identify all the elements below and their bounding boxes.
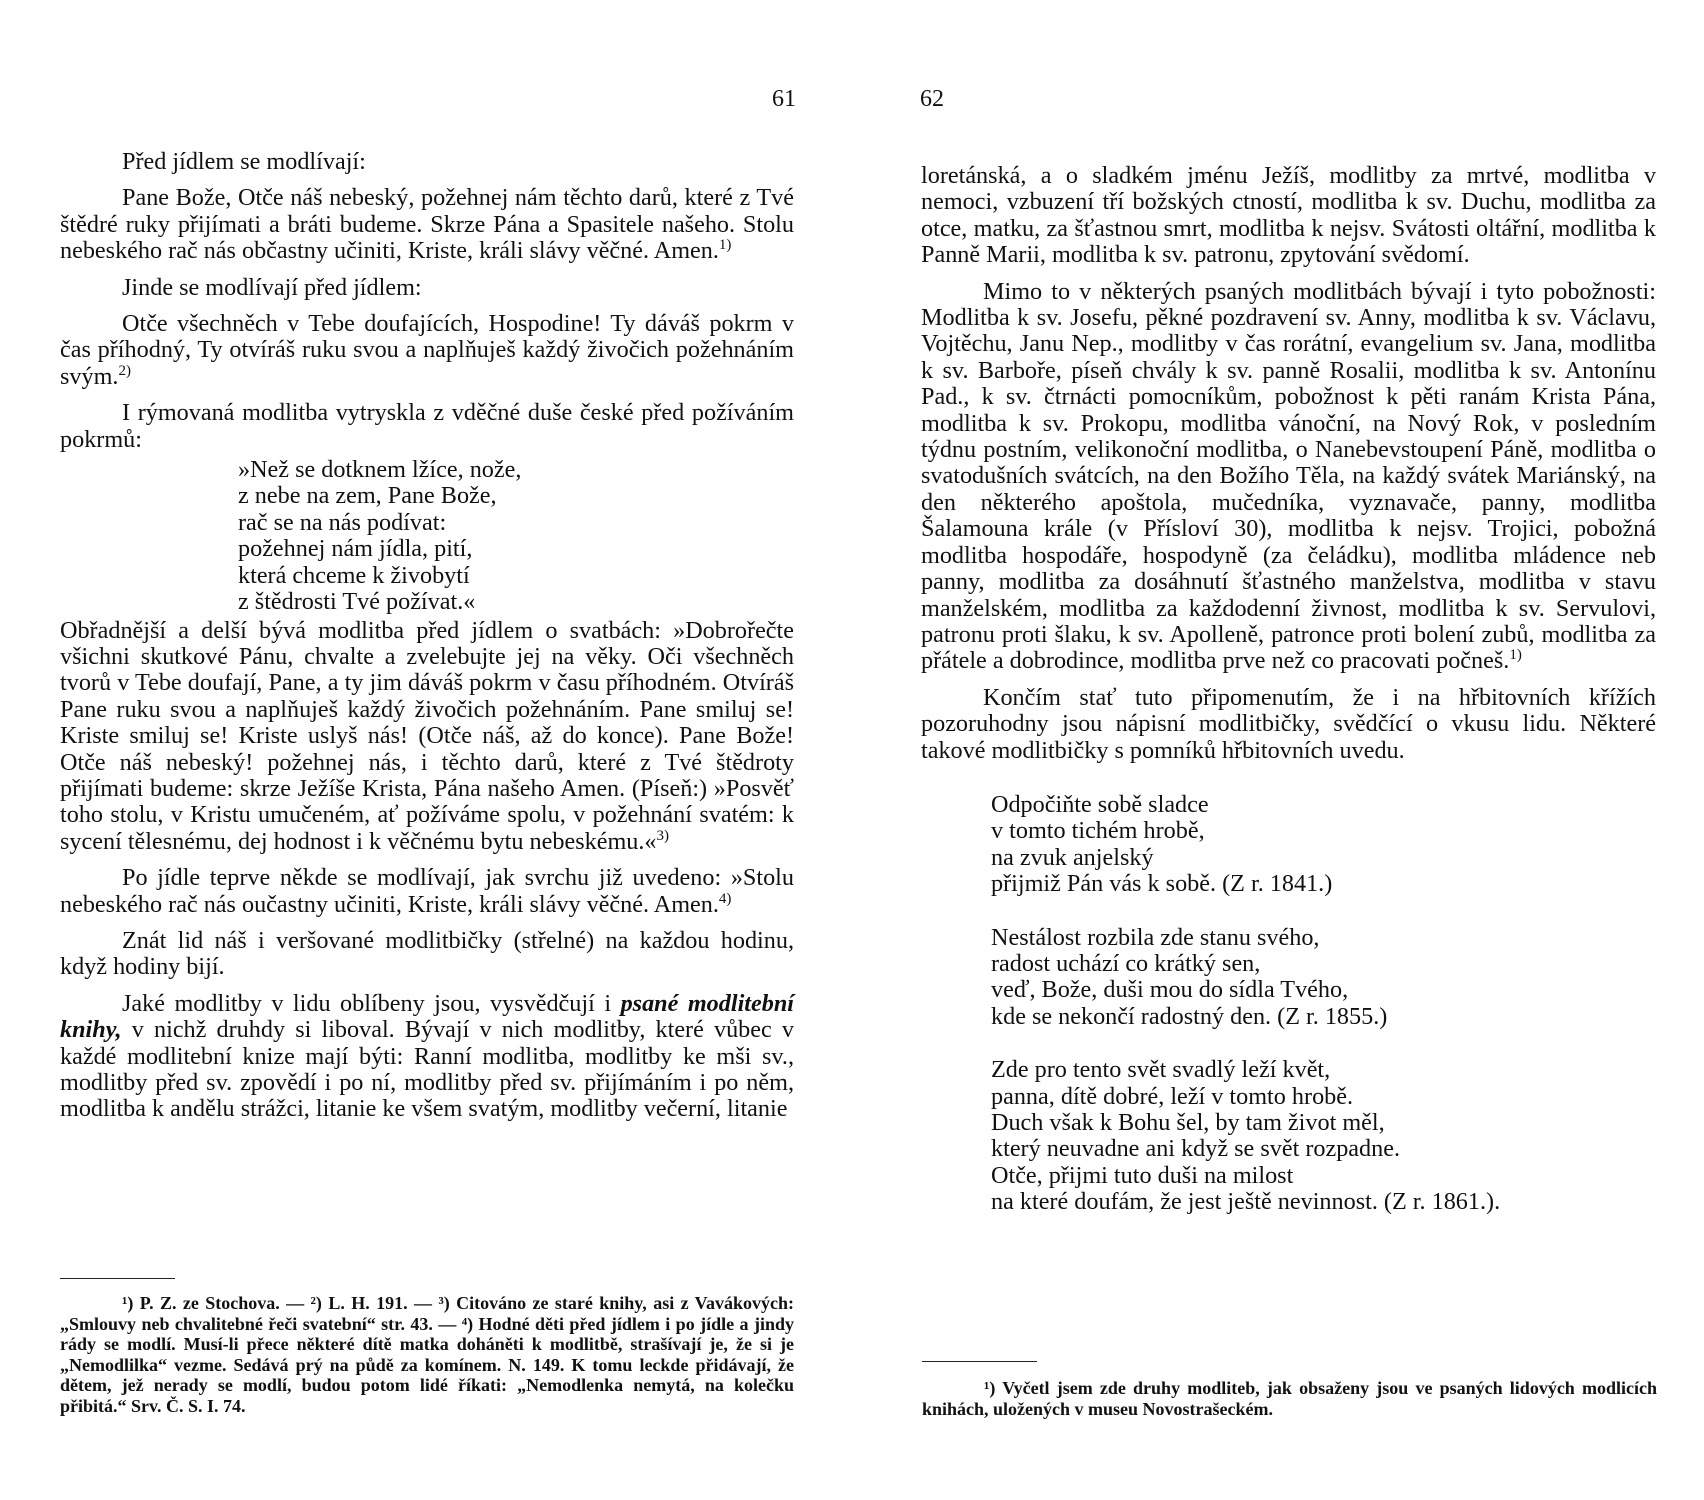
footnotes xyxy=(60,1293,794,1416)
paragraph: Mimo to v některých psaných modlitbách bývají i tyto pobožnosti: Modlitba k sv. Josefu, pěkné pozdravení sv. Anny, modlitba k sv. Václavu, Vojtěchu, Janu Nep., modlitby v čas rorátní, evangelium sv. Jana, modlitba k sv. Barboře, píseň chvály k sv. panně Rosalii, modlitba k sv. Antonínu Pad., k sv. čtrnácti pomocníkům, pobožnost k pěti ranám Krista Pána, modlitba k sv. Prokopu, modlitba vánoční, na Nový Rok, v posledním týdnu postním, velikonoční modlitba, o Nanebevstoupení Páně, modlitba o svatodušních svátcích, na den Božího Těla, na každý svátek Mariánský, na den některého apoštola, mučedníka, vyznavače, panny, modlitba Šalamouna krále (v Přísloví 30), modlitba k nejsv. Trojici, pobožná modlitba hospodáře, hospodyně (za čeládku), modlitba mládence neb panny, modlitba za dosáhnutí šťastného manželstva, modlitba v stavu manželském, modlitba za každodenní živnost, modlitba k sv. Servulovi, patronu proti šlaku, k sv. Apolleně, patronce proti bolení zubů, modlitba za přátele a dobrodince, modlitba prve než co pracovati počneš.$^{1)}$ xyxy=(921,277,1656,675)
footnote-separator xyxy=(60,1278,175,1279)
epitaph-line: přijmiž Pán vás k sobě. (Z r. 1841.) xyxy=(991,870,1333,898)
paragraph: Před jídlem se modlívají: xyxy=(122,148,366,175)
paragraph: Otče všechněch v Tebe doufajících, Hospodine! Ty dáváš pokrm v čas příhodný, Ty otvíráš ruku svou a naplňuješ každý živočich požehnáním svým.$^{2)}$ xyxy=(60,310,794,390)
paragraph: Končím stať tuto připomenutím, že i na hřbitovních křížích pozoruhodny jsou nápisní modlitbičky, svědčící o vkusu lidu. Některé takové modlitbičky s pomníků hřbitovních uvedu. xyxy=(921,683,1656,764)
right-page-body xyxy=(921,163,1656,1243)
left-page-body xyxy=(60,149,794,1133)
right-page xyxy=(852,0,1704,1500)
page-number: 61 xyxy=(772,86,796,112)
footnote-text: ¹) Vyčetl jsem zde druhy modliteb, jak obsaženy jsou ve psaných lidových modlicích knihách, uložených v museu Novostrašeckém. xyxy=(922,1378,1657,1419)
epitaph-line: který neuvadne ani když se svět rozpadne. xyxy=(991,1135,1401,1163)
footnote-ref: 1) xyxy=(718,237,732,254)
paragraph: loretánská, a o sladkém jménu Ježíš, modlitby za mrtvé, modlitba v nemoci, vzbuzení tří božských ctností, modlitba k sv. Duchu, modlitba za otce, matku, za šťastnou smrt, modlitba k nejsv. Svátosti oltářní, modlitba k Panně Marii, modlitba k sv. patronu, zpytování svědomí. xyxy=(921,162,1656,269)
epitaph-line: v tomto tichém hrobě, xyxy=(991,817,1205,845)
epitaph-line: veď, Bože, duši mou do sídla Tvého, xyxy=(991,976,1349,1004)
epitaph-line: Nestálost rozbila zde stanu svého, xyxy=(991,923,1320,951)
epitaph-line: kde se nekončí radostný den. (Z r. 1855.) xyxy=(991,1002,1388,1030)
italic-phrase: psané modlitební knihy, xyxy=(60,989,795,1044)
poem-line: požehnej nám jídla, pití, xyxy=(238,535,473,563)
poem-line: která chceme k živobytí xyxy=(238,561,470,589)
poem-line: rač se na nás podívat: xyxy=(238,508,447,536)
paragraph: Po jídle teprve někde se modlívají, jak svrchu již uvedeno: »Stolu nebeského rač nás oučastny učiniti, Kriste, králi slávy věčné. Amen.$^{4)}$ xyxy=(60,864,794,918)
epitaph-line: Duch však k Bohu šel, by tam život měl, xyxy=(991,1109,1385,1136)
epitaph-stanza xyxy=(991,792,1656,898)
epitaph-line: Zde pro tento svět svadlý leží květ, xyxy=(991,1056,1331,1084)
footnotes xyxy=(922,1378,1657,1419)
paragraph: Pane Bože, Otče náš nebeský, požehnej nám těchto darů, které z Tvé štědré ruky přijímati a bráti budeme. Skrze Pána a Spasitele našeho. Stolu nebeského rač nás občastny učiniti, Kriste, králi slávy věčné. Amen.$^{1)}$ xyxy=(60,184,794,265)
page-number: 62 xyxy=(920,86,944,112)
epitaph-stanza xyxy=(991,1057,1656,1215)
paragraph: Znát lid náš i veršované modlitbičky (střelné) na každou hodinu, když hodiny bijí. xyxy=(60,926,794,981)
epitaph-line: Odpočiňte sobě sladce xyxy=(991,790,1209,818)
footnote-ref: 4) xyxy=(718,890,732,907)
epitaph-line: Otče, přijmi tuto duši na milost xyxy=(991,1161,1294,1189)
poem xyxy=(60,457,794,615)
epitaph-line: panna, dítě dobré, leží v tomto hrobě. xyxy=(991,1082,1354,1110)
footnote-ref: 2) xyxy=(118,362,131,379)
paragraph: Obřadnější a delší bývá modlitba před jídlem o svatbách: »Dobrořečte všichni skutkové Pánu, chvalte a zvelebujte jej na věky. Oči všechněch tvorů v Tebe doufají, Pane, a ty jim dáváš pokrm v času příhodném. Otvíráš Pane ruku svou a naplňuješ každý živočich požehnáním. Pane smiluj se! Kriste smiluj se! Kriste uslyš nás! (Otče náš, až do konce). Pane Bože! Otče náš nebeský! požehnej nás, i těchto darů, které z Tvé štědroty přijímati budeme: skrze Ježíše Krista, Pána našeho Amen. (Píseň:) »Posvěť toho stolu, v Kristu umučeném, ať požíváme spolu, v požehnání svatém: k sycení tělesnému, dej hodnost i k věčnému bytu nebeskému.«$^{3)}$ xyxy=(60,616,794,855)
epitaphs xyxy=(921,792,1656,1216)
footnote-ref: 1) xyxy=(1509,647,1522,664)
epitaph-line: na které doufám, že jest ještě nevinnost. (Z r. 1861.). xyxy=(991,1188,1501,1216)
paragraph: I rýmovaná modlitba vytryskla z vděčné duše české před požíváním pokrmů: xyxy=(60,399,794,453)
footnote-ref: 3) xyxy=(656,827,669,844)
poem-line: »Než se dotknem lžíce, nože, xyxy=(238,456,522,484)
epitaph-stanza xyxy=(991,925,1656,1031)
paragraph: Jinde se modlívají před jídlem: xyxy=(122,273,422,301)
poem-line: z nebe na zem, Pane Bože, xyxy=(238,482,497,510)
epitaph-line: na zvuk anjelský xyxy=(991,843,1154,871)
poem-line: z štědrosti Tvé požívat.« xyxy=(238,588,476,616)
footnote-text: ¹) P. Z. ze Stochova. — ²) L. H. 191. — ³) Citováno ze staré knihy, asi z Vavákových: „Smlouvy neb chvalitebné řeči svatební“ str. 43. — ⁴) Hodné děti před jídlem i po jídle a jindy rády se modlí. Musí-li přece některé dítě matka doháněti k modlitbě, strašívají je, že si je „Nemodlilka“ vezme. Sedává prý na půdě za komínem. N. 149. K tomu leckde přidávají, že dětem, jež nerady se modlí, budou potom lidé říkati: „Nemodlenka nemytá, na kolečku přibitá.“ Srv. Č. S. I. 74. xyxy=(60,1293,794,1416)
paragraph: Jaké modlitby v lidu oblíbeny jsou, vysvědčují i psané modlitební knihy, v nichž druhdy si liboval. Bývají v nich modlitby, které vůbec v každé modlitební knize mají býti: Ranní modlitba, modlitby ke mši sv., modlitby před sv. zpovědí i po ní, modlitby před sv. přijímáním i po něm, modlitba k andělu strážci, litanie ke všem svatým, modlitby večerní, litanie xyxy=(60,989,795,1123)
footnote-separator xyxy=(922,1361,1037,1362)
epitaph-line: radost uchází co krátký sen, xyxy=(991,949,1261,977)
